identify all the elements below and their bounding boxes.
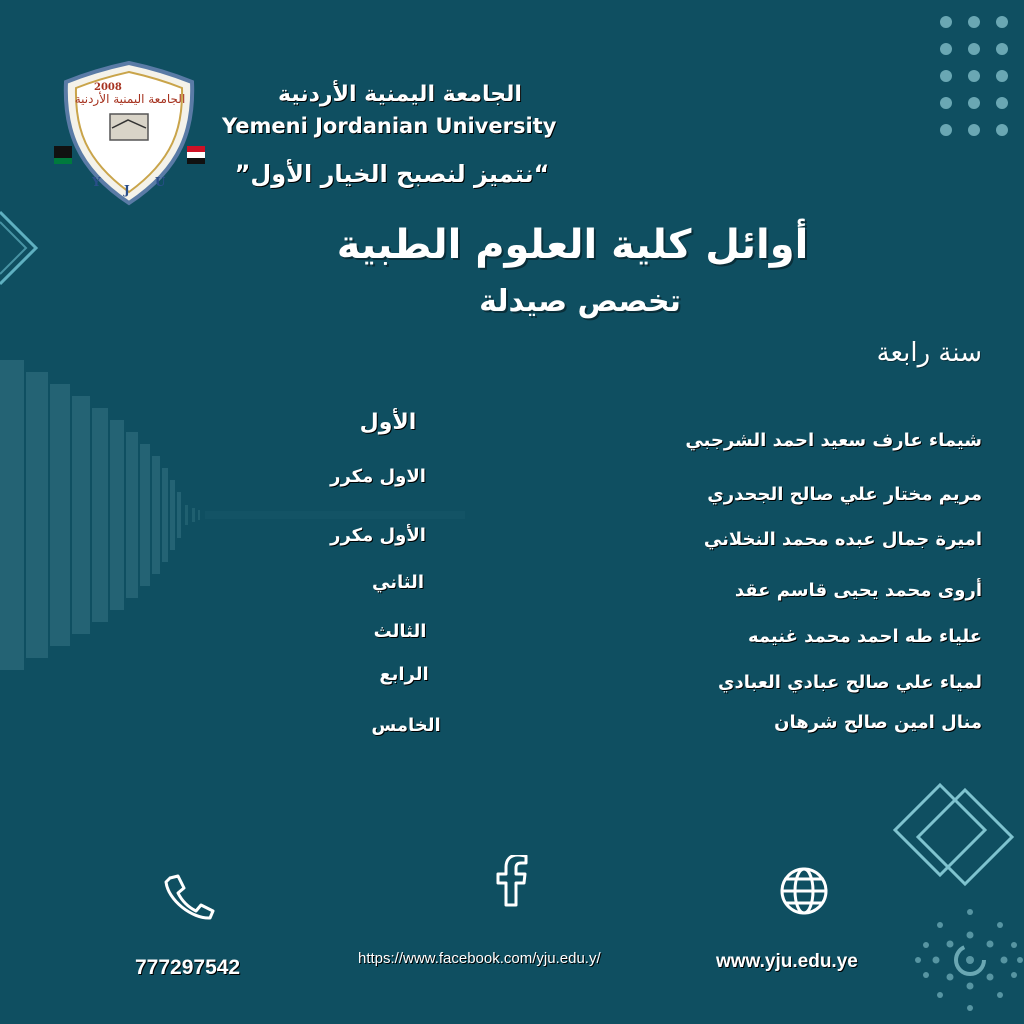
svg-text:U: U [155, 175, 166, 189]
student-name: علياء طه احمد محمد غنيمه [747, 626, 982, 647]
student-name: أروى محمد يحيى قاسم عقد [734, 580, 982, 601]
student-rank: الاول مكرر [330, 466, 426, 487]
student-rank: الرابع [379, 664, 429, 685]
phone-icon [160, 872, 216, 920]
university-motto: “نتميز لنصبح الخيار الأول” [234, 160, 550, 188]
student-name: لمياء علي صالح عبادي العبادي [717, 672, 982, 693]
facebook-link[interactable]: https://www.facebook.com/yju.edu.y/ [358, 950, 601, 967]
globe-icon[interactable] [779, 866, 829, 916]
svg-text:Y: Y [92, 175, 101, 189]
svg-text:الجامعة اليمنية الأردنية: الجامعة اليمنية الأردنية [74, 92, 186, 106]
svg-text:2008: 2008 [94, 82, 122, 93]
svg-text:J: J [124, 183, 130, 197]
specialization-subtitle: تخصص صيدلة [479, 284, 681, 319]
university-name-ar: الجامعة اليمنية الأردنية [278, 82, 522, 107]
student-name: منال امين صالح شرهان [774, 712, 982, 733]
student-rank: الثاني [371, 572, 424, 593]
page-title: أوائل كلية العلوم الطبية [336, 222, 809, 268]
student-rank: الثالث [373, 621, 427, 642]
student-name: مريم مختار علي صالح الجحدري [707, 484, 982, 505]
year-label: سنة رابعة [876, 338, 982, 368]
student-name: اميرة جمال عبده محمد النخلاني [703, 529, 982, 550]
website-link[interactable]: www.yju.edu.ye [716, 951, 858, 972]
student-rank: الأول [359, 410, 417, 435]
phone-number[interactable]: 777297542 [135, 956, 241, 979]
student-rank: الأول مكرر [330, 525, 426, 546]
facebook-icon[interactable] [494, 855, 530, 907]
student-name: شيماء عارف سعيد احمد الشرجبي [685, 430, 982, 451]
university-name-en: Yemeni Jordanian University [222, 114, 557, 138]
student-rank: الخامس [371, 715, 441, 736]
university-logo [52, 58, 207, 208]
